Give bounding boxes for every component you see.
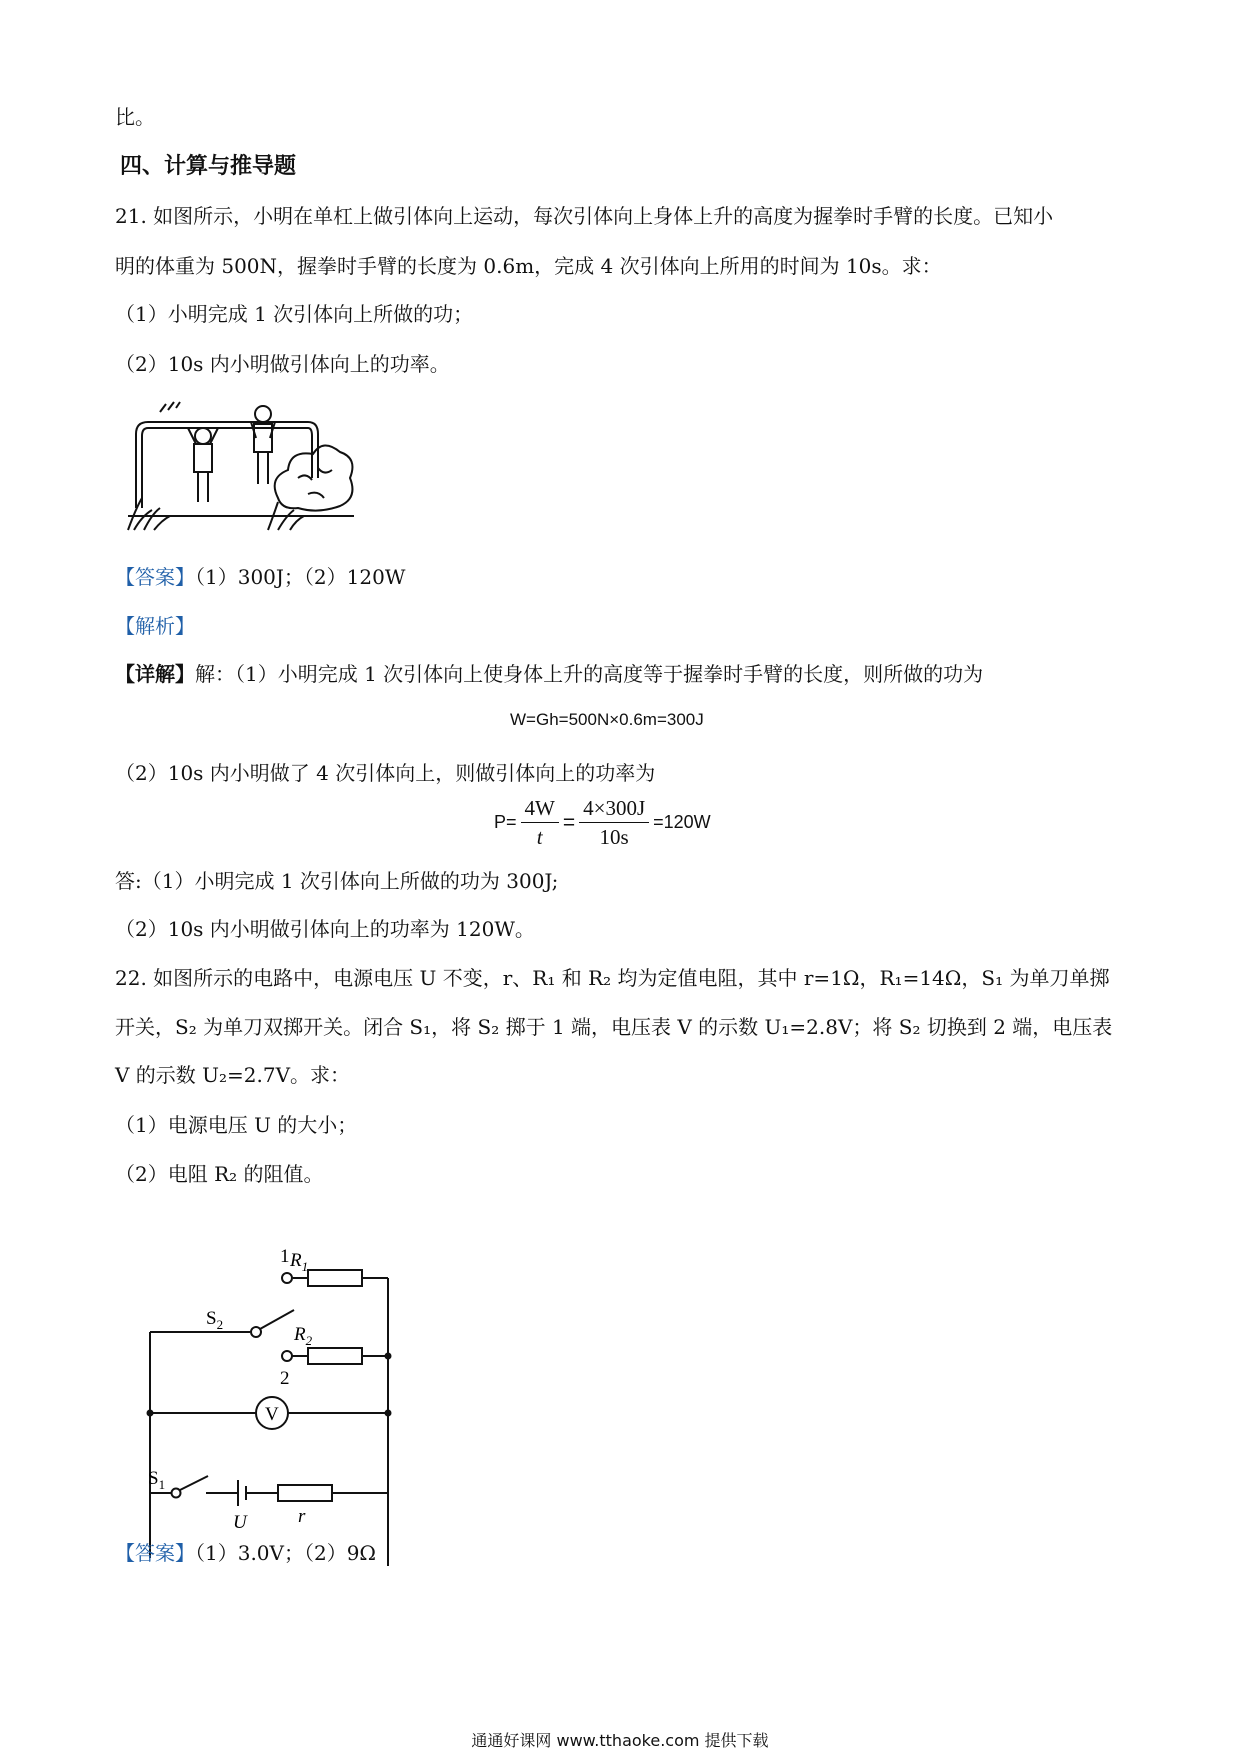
fraction-2	[579, 794, 649, 851]
r2-label: $R_2$	[294, 1324, 313, 1348]
q21-sub-question-1: （1）小明完成 1 次引体向上所做的功；	[115, 302, 474, 326]
s2-label: $S_2$	[206, 1308, 224, 1332]
fraction-1	[521, 794, 559, 851]
formula-lhs: P=	[494, 812, 517, 832]
q21-detail	[115, 659, 983, 689]
detail-text: 解：（1）小明完成 1 次引体向上使身体上升的高度等于握拳时手臂的长度，则所做的功为	[195, 662, 984, 686]
answer-tag: 【答案】	[115, 565, 195, 589]
q22-stem-line2: 开关，S₂ 为单刀双掷开关。闭合 S₁，将 S₂ 掷于 1 端，电压表 V 的示数 U₁=2.8V；将 S₂ 切换到 2 端，电压表	[115, 1015, 1113, 1039]
q21-sub-question-2: （2）10s 内小明做引体向上的功率。	[115, 352, 450, 376]
formula-equals: =	[562, 810, 576, 834]
source-label: U	[233, 1512, 247, 1533]
terminal-1-label: 1	[280, 1246, 290, 1267]
page-footer: 通通好课网 www.tthaoke.com 提供下载	[471, 1731, 769, 1750]
resistor-r	[278, 1485, 332, 1501]
q21-conclusion-2: （2）10s 内小明做引体向上的功率为 120W。	[115, 917, 535, 941]
q22-stem-line3: V 的示数 U₂=2.7V。求：	[115, 1063, 351, 1087]
q21-stem-line1: 21. 如图所示，小明在单杠上做引体向上运动，每次引体向上身体上升的高度为握拳时手臂的长度。已知小	[115, 204, 1054, 228]
fraction-2-numerator: 4×300J	[579, 794, 649, 823]
q21-answer	[115, 562, 405, 592]
q22-sub-question-2: （2）电阻 R₂ 的阻值。	[115, 1162, 324, 1186]
pull-up-illustration	[118, 398, 358, 540]
q21-formula-work: W=Gh=500N×0.6m=300J	[510, 710, 704, 729]
previous-text-ending: 比。	[115, 105, 155, 129]
q21-conclusion-1: 答:（1）小明完成 1 次引体向上所做的功为 300J;	[115, 869, 559, 893]
q21-detail-part2: （2）10s 内小明做了 4 次引体向上，则做引体向上的功率为	[115, 761, 656, 785]
detail-tag: 【详解】	[115, 662, 195, 686]
q22-answer	[115, 1538, 376, 1568]
s1-label: $S_1$	[148, 1468, 166, 1492]
circuit-diagram	[130, 1228, 400, 1533]
answer-text: （1）300J；（2）120W	[195, 565, 406, 589]
fraction-1-denominator: t	[536, 825, 543, 849]
q22-stem-line1: 22. 如图所示的电路中，电源电压 U 不变，r、R₁ 和 R₂ 均为定值电阻，其中 r=1Ω，R₁=14Ω，S₁ 为单刀单掷	[115, 966, 1110, 990]
fraction-2-denominator: 10s	[599, 825, 629, 849]
formula-rhs: =120W	[653, 812, 711, 832]
section-title: 四、计算与推导题	[120, 154, 297, 179]
q21-analysis-tag: 【解析】	[115, 614, 195, 638]
fraction-1-numerator: 4W	[521, 794, 559, 823]
answer-tag: 【答案】	[115, 1541, 195, 1565]
answer-text: （1）3.0V；（2）9Ω	[195, 1541, 377, 1565]
voltmeter-label: V	[265, 1404, 279, 1425]
resistor-r2	[308, 1348, 362, 1364]
q21-formula-power	[494, 794, 711, 851]
r1-label: $R_1$	[290, 1250, 309, 1274]
q22-sub-question-1: （1）电源电压 U 的大小；	[115, 1113, 358, 1137]
resistor-r1	[308, 1270, 362, 1286]
r-label: r	[298, 1506, 306, 1527]
terminal-2-label: 2	[280, 1368, 290, 1389]
q21-stem-line2: 明的体重为 500N，握拳时手臂的长度为 0.6m，完成 4 次引体向上所用的时间为 10s。求：	[115, 254, 942, 278]
